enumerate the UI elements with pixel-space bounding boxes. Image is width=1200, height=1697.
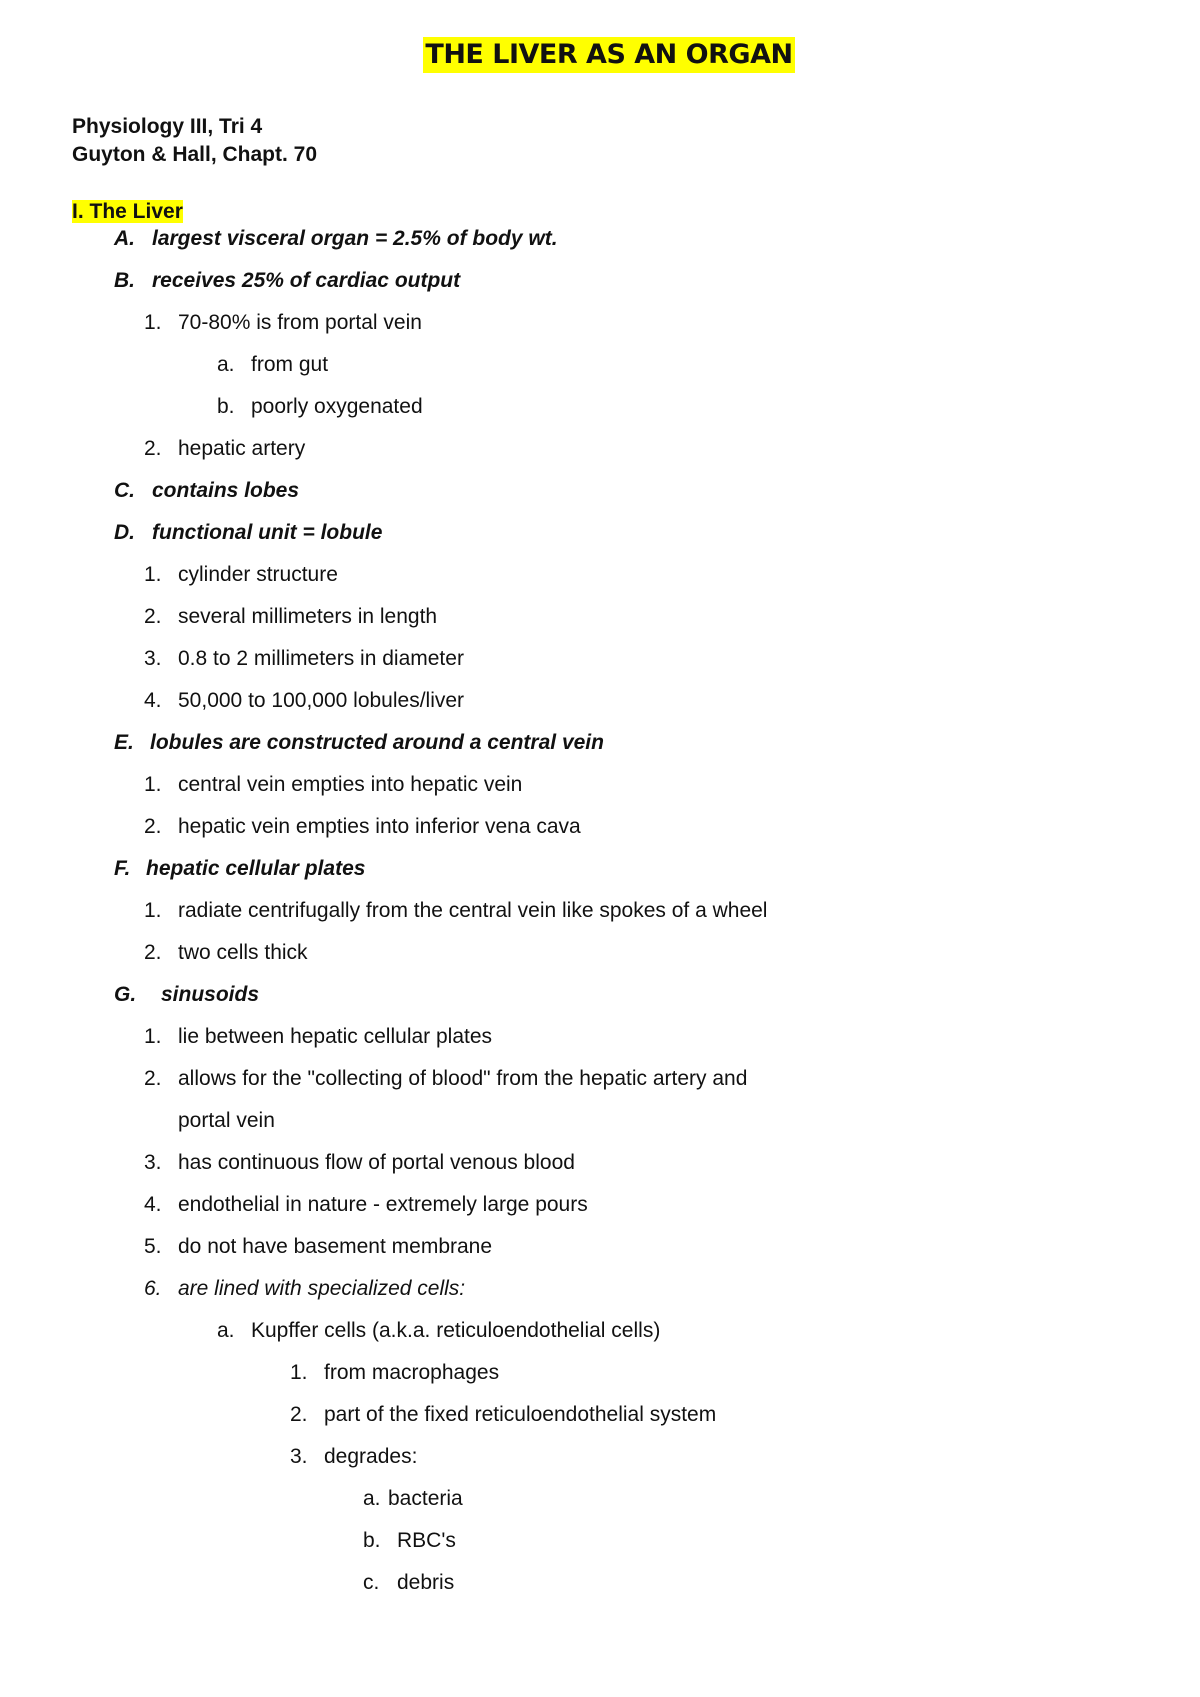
- outline-label: c.: [363, 1571, 380, 1594]
- outline-text: 70-80% is from portal vein: [178, 311, 422, 334]
- outline-text: debris: [397, 1571, 455, 1594]
- outline-label: 1.: [144, 311, 162, 334]
- outline-text: contains lobes: [152, 479, 300, 502]
- section-heading-text: I. The Liver: [72, 200, 183, 223]
- outline-text: degrades:: [324, 1445, 418, 1468]
- outline-label: 1.: [290, 1361, 308, 1384]
- outline-label: 2.: [144, 1067, 162, 1090]
- outline-label: 3.: [144, 647, 162, 670]
- outline-text: has continuous flow of portal venous blood: [178, 1151, 575, 1174]
- outline-label: 1.: [144, 563, 162, 586]
- outline-label: A.: [114, 227, 135, 250]
- outline-text: hepatic cellular plates: [146, 857, 366, 880]
- outline-text: sinusoids: [161, 983, 260, 1006]
- outline-label: D.: [114, 521, 135, 544]
- document-title: THE LIVER AS AN ORGAN: [423, 37, 794, 73]
- outline-text: do not have basement membrane: [178, 1235, 493, 1258]
- outline-label: a.: [217, 353, 235, 376]
- outline-text: several millimeters in length: [178, 605, 438, 628]
- outline-label: a.: [217, 1319, 235, 1342]
- outline-label: 2.: [144, 815, 162, 838]
- outline-text: poorly oxygenated: [251, 395, 423, 418]
- outline-text: part of the fixed reticuloendothelial system: [324, 1403, 717, 1426]
- outline-label: E.: [114, 731, 134, 754]
- reference-line: Guyton & Hall, Chapt. 70: [72, 143, 318, 166]
- title-wrap: [0, 37, 1200, 73]
- outline-text: from gut: [251, 353, 329, 376]
- outline-label: 1.: [144, 773, 162, 796]
- outline-text: largest visceral organ = 2.5% of body wt.: [152, 227, 558, 250]
- outline-text: 0.8 to 2 millimeters in diameter: [178, 647, 464, 670]
- outline-text: receives 25% of cardiac output: [152, 269, 461, 292]
- outline-label: 3.: [144, 1151, 162, 1174]
- outline-text: hepatic artery: [178, 437, 306, 460]
- outline-label: a.: [363, 1487, 381, 1510]
- outline-label: 2.: [144, 437, 162, 460]
- outline-text: central vein empties into hepatic vein: [178, 773, 523, 796]
- outline-text: are lined with specialized cells:: [178, 1277, 466, 1300]
- outline-label: 2.: [144, 605, 162, 628]
- outline-label: 4.: [144, 689, 162, 712]
- outline-label: b.: [363, 1529, 381, 1552]
- outline-text: from macrophages: [324, 1361, 500, 1384]
- outline-label: 1.: [144, 899, 162, 922]
- outline-text: lobules are constructed around a central vein: [150, 731, 604, 754]
- outline-label: 6.: [144, 1277, 162, 1300]
- outline-text: allows for the "collecting of blood" from the hepatic artery and: [178, 1067, 748, 1090]
- outline-text: 50,000 to 100,000 lobules/liver: [178, 689, 465, 712]
- outline-text: RBC's: [397, 1529, 456, 1552]
- outline-label: 4.: [144, 1193, 162, 1216]
- outline-item-g-2-continuation: portal vein: [178, 1109, 275, 1132]
- outline-label: 1.: [144, 1025, 162, 1048]
- outline-text: two cells thick: [178, 941, 308, 964]
- outline-label: G.: [114, 983, 137, 1006]
- outline-label: 3.: [290, 1445, 308, 1468]
- section-heading: [72, 198, 183, 226]
- outline-text: lie between hepatic cellular plates: [178, 1025, 493, 1048]
- outline-text: functional unit = lobule: [152, 521, 383, 544]
- outline-label: 5.: [144, 1235, 162, 1258]
- outline-text: hepatic vein empties into inferior vena cava: [178, 815, 581, 838]
- outline-label: 2.: [144, 941, 162, 964]
- outline-text: Kupffer cells (a.k.a. reticuloendothelial cells): [251, 1319, 661, 1342]
- course-line: Physiology III, Tri 4: [72, 115, 263, 138]
- outline-label: C.: [114, 479, 135, 502]
- outline-text: cylinder structure: [178, 563, 338, 586]
- outline-label: b.: [217, 395, 235, 418]
- outline-label: B.: [114, 269, 135, 292]
- outline-text: radiate centrifugally from the central vein like spokes of a wheel: [178, 899, 768, 922]
- outline-label: 2.: [290, 1403, 308, 1426]
- outline-label: F.: [114, 857, 131, 880]
- outline-text: bacteria: [388, 1487, 463, 1510]
- outline-text: endothelial in nature - extremely large pours: [178, 1193, 588, 1216]
